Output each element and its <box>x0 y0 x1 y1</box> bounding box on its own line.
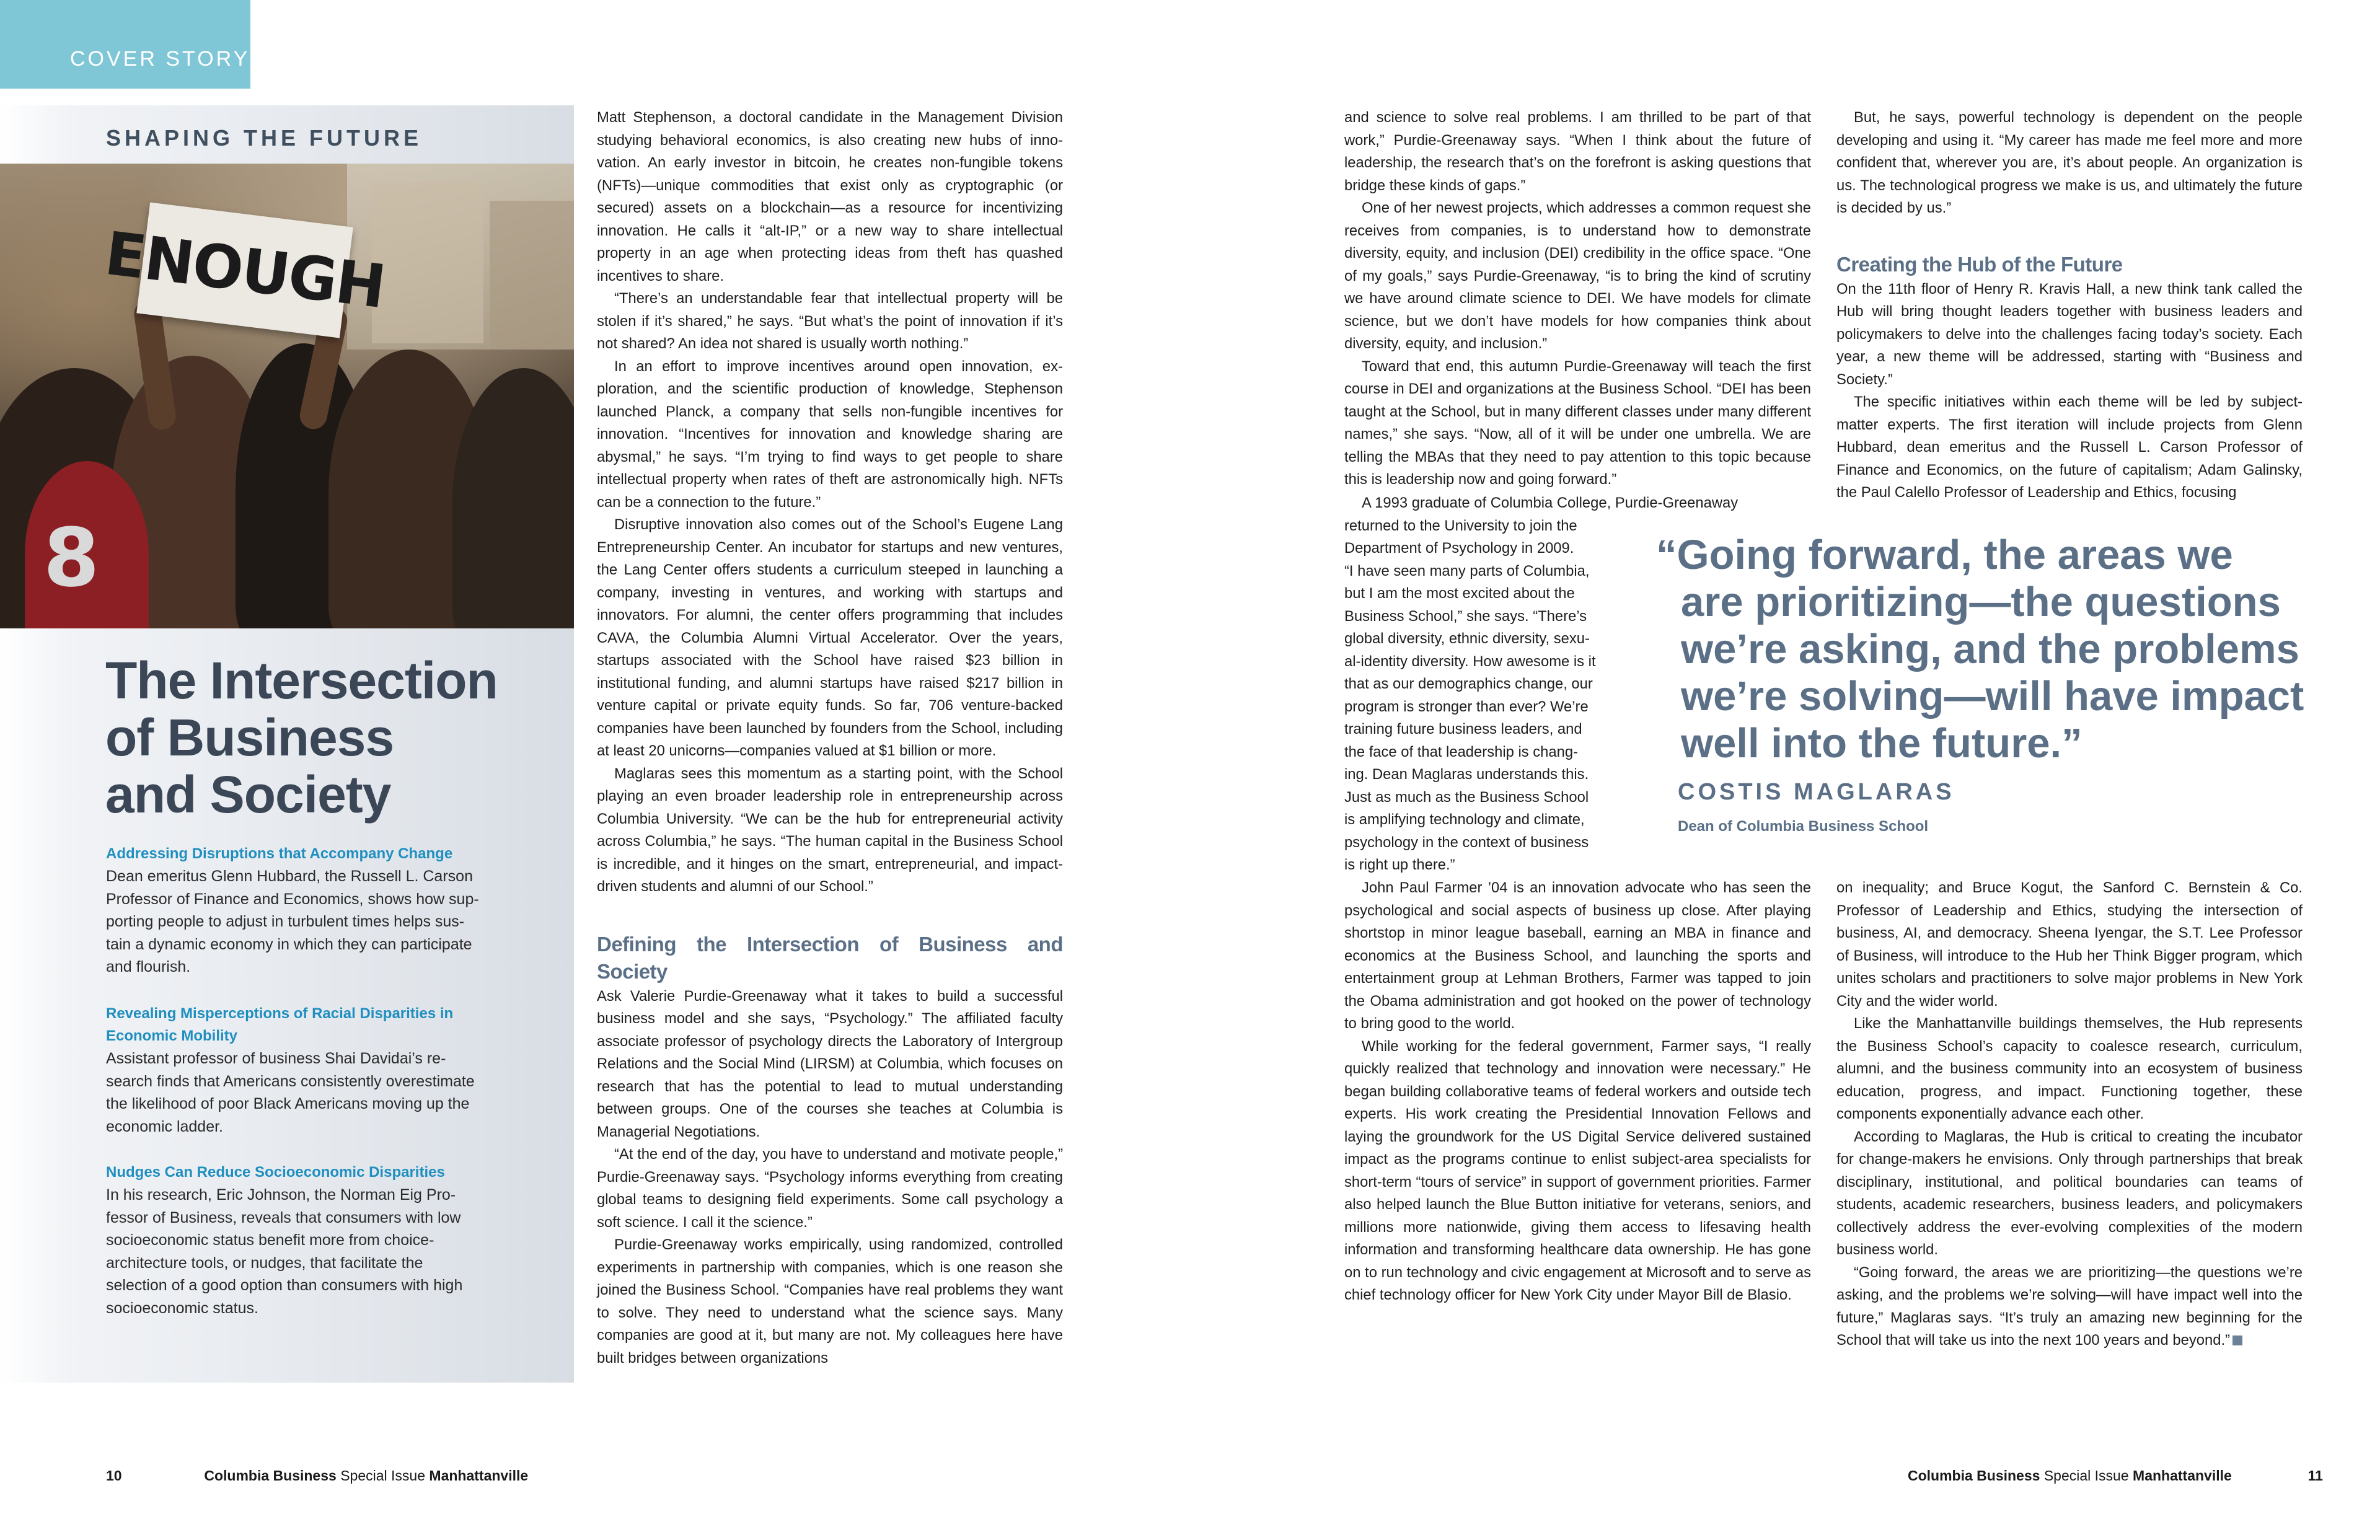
article-headline: The Intersection of Business and Society <box>105 651 498 824</box>
jersey-number: 8 <box>43 511 100 605</box>
subhead: Creating the Hub of the Future <box>1836 252 2123 276</box>
folio-right: Columbia Business Special Issue Manhattanville 11 <box>1908 1467 2323 1484</box>
body-column-3-top: and science to solve real problems. I am thrilled to be part of that work,” Purdie-Greenaway says. “When I think about the future of leadership, the research that’s on the forefront is asking questions that bridge these kinds of gaps.” One of her newest projects, which addresses a common request she receives from companies, is to understand how to demonstrate diversity, equity, and inclusion (DEI) credibility in the office space. “One of my goals,” says Purdie-Greenaway, “is to bring the kind of scrutiny we have around climate science to DEI. We have models for climate science, but we don’t have models for how companies think about diversity, equity, and inclusion.” Toward that end, this autumn Purdie-Greenaway will teach the first course in DEI and organizations at the Business School. “DEI has been taught at the School, but in many different classes under many different names,” she says. “Now, all of it will be under one umbrella. We are telling the MBAs that they need to pay attention to this topic because this is leadership now and going forward.” <box>1344 109 1811 488</box>
sidebar-heading: Revealing Misperceptions of Racial Disparities in Economic Mobility <box>106 1005 454 1044</box>
body-column-4-top: But, he says, powerful technology is dependent on the people developing and using it. “My career has made me feel more and more confident that, wherever you are, it’s about people. An organization is us. The technological progress we make is us, and ultimately the future is decided by us.” Creating the Hub of the Future On the 11th floor of Henry R. Kravis Hall, a new think tank called the Hub will bring thought leaders together with business leaders and policymakers to delve into the challenges facing today’s society. Each year, a new theme will be addressed, starting with “Business and Society.” The specific initiatives within each theme will be led by subject-matter experts. The first iteration will include projects from Glenn Hubbard, dean emeritus and the Russell L. Carson Professor of Finance and Economics, on the future of capitalism; Adam Galinsky, the Paul Calello Professor of Leadership and Ethics, focusing <box>1836 109 2303 501</box>
sidebar-item-misperceptions: Revealing Misperceptions of Racial Disparities in Economic Mobility Assistant professor of business Shai Davidai’s re- search finds that Americans consistently overestimate the likelihood of poor Black Americans moving up the economic ladder. <box>106 1003 478 1138</box>
folio-left: 10 Columbia Business Special Issue Manhattanville <box>106 1467 529 1484</box>
pull-quote-title: Dean of Columbia Business School <box>1678 818 1929 835</box>
protest-photo <box>0 164 574 628</box>
pull-quote: “Going forward, the areas we are prioritizing—the questions we’re asking, and the problems we’re solving—will have impact well into the future.” <box>1656 532 2304 767</box>
subhead: Defining the Intersection of Business and Society <box>597 932 1063 983</box>
sidebar-heading: Nudges Can Reduce Socioeconomic Disparities <box>106 1164 445 1181</box>
pull-quote-attribution: COSTIS MAGLARAS <box>1678 779 1955 805</box>
sidebar-heading: Addressing Disruptions that Accompany Change <box>106 845 453 862</box>
body-column-1: Matt Stephenson, a doctoral candidate in the Management Division studying behavioral economics, is also creating new hubs of innovation. An early investor in bitcoin, he creates non-fungible tokens (NFTs)—unique commodities that exist only as cryptographic (or secured) assets on a blockchain—as a resource for incentivizing innovation. He calls it “alt-IP,” or a new way to share intellectual property in an age when protecting ideas from theft has quashed incentives to share. “There’s an understandable fear that intellectual property will be stolen if it’s shared,” he says. “But what’s the point of innovation if it’s not shared? An idea not shared is usually worth nothing.” In an effort to improve incentives around open innovation, exploration, and the scientific production of knowledge, Stephenson launched Planck, a company that sells non-fungible incentives for innovation. “Incentives for innovation and knowledge sharing are abysmal,” he says. “I’m trying to find ways to get people to share intellectual property when rates of theft are astronomically high. NFTs can be a connection to the future.” Disruptive innovation also comes out of the School’s Eugene Lang Entrepreneurship Center. An incubator for startups and new ventures, the Lang Center offers students a curriculum steeped in launching a company, investing in ventures, and working with startups and innovators. For alumni, the center offers programming that includes CAVA, the Columbia Alumni Virtual Accelerator. Over the years, startups associated with the School have raised $23 billion in institutional funding, and alumni startups have raised $217 billion in venture capital or private equity funds. So far, 706 venture-backed companies have been launched by founders from the School, including at least 20 unicorns—companies valued at $1 billion or more. Maglaras sees this momentum as a starting point, with the School playing an even broader leadership role in entrepreneurship across Columbia University. “We can be the hub for entrepreneurial activity across Columbia,” he says. “The human capital in the Business School is incredible, and it hinges on the smart, entrepreneurial, and impact-driven students and alumni of our School.” Defining the Intersection of Business and Society Ask Valerie Purdie-Greenaway what it takes to build a successful business model and she says, “Psychology.” The affiliated faculty associate professor of psychology directs the Laboratory of Intergroup Relations and the Social Mind (LIRSM) at Columbia, which focuses on research that has the potential to lead to mutual understanding between groups. One of the courses she teaches at Columbia is Managerial Negotiations. “At the end of the day, you have to understand and motivate people,” Purdie-Greenaway says. “Psychology informs everything from creating global teams to designing field experiments. Some call psychology a soft science. I call it the science.” Purdie-Greenaway works empirically, using randomized, controlled experiments in partnership with companies, which is one reason she joined the Business School. “Companies have real problems they want to solve. They need to understand what the science says. Many companies are good at it, but many are not. My colleagues here have built bridges between organizations <box>597 109 1063 1366</box>
end-mark-icon <box>2232 1335 2242 1345</box>
body-column-4-bottom: on inequality; and Bruce Kogut, the Sanford C. Bernstein & Co. Professor of Leadership and Ethics, studying the intersection of business, AI, and democracy. Sheena Iyengar, the S.T. Lee Professor of Business, will introduce to the Hub her Think Bigger program, which unites scholars and practitioners to solve major problems in New York City and the wider world. Like the Manhattanville buildings themselves, the Hub represents the Business School’s capacity to coalesce research, curriculum, alumni, and the business community into an ecosystem of business education, progress, and impact. Functioning together, these components exponentially advance each other. According to Maglaras, the Hub is critical to creating the incubator for change-makers he envisions. Only through partnerships that break disciplinary, institutional, and political boundaries can teams of students, academic researchers, business leaders, and policymakers collectively address the ever-evolving complexities of the modern business world. “Going forward, the areas we are prioritizing—the questions we’re asking, and the problems we’re solving—will have impact well into the future,” Maglaras says. “It’s truly an amazing new beginning for the School that will take us into the next 100 years and beyond.” <box>1836 879 2303 1349</box>
sidebar-item-nudges: Nudges Can Reduce Socioeconomic Disparities In his research, Eric Johnson, the Norman Eig Pro- fessor of Business, reveals that consumers with low socioeconomic status benefit more from choice- architecture tools, or nudges, that facilitate the selection of a good option than consumers with high socioeconomic status. <box>106 1161 493 1319</box>
body-column-3-bottom: John Paul Farmer ’04 is an innovation advocate who has seen the psychological and social aspects of business up close. After playing shortstop in minor league baseball, earning an MBA in finance and economics at the Business School, and launching the sports and entertainment group at Lehman Brothers, Farmer was tapped to join the Obama administration and got hooked on the power of technology to bring good to the world. While working for the federal government, Farmer says, “I really quickly realized that technology and innovation were necessary.” He began building collaborative teams of federal workers and outside tech experts. His work creating the Presidential Innovation Fellows and laying the groundwork for the US Digital Service delivered sustained impact as the programs continue to enlist subject-area specialists for short-term “tours of service” in support of government priorities. Farmer also helped launch the Blue Button initiative for veterans, seniors, and millions more nationwide, giving them access to lifesaving health information and transforming healthcare data ownership. He has gone on to run technology and civic engagement at Microsoft and to serve as chief technology officer for New York City under Mayor Bill de Blasio. <box>1344 879 1811 1303</box>
protest-sign: ENOUGH <box>136 203 353 338</box>
section-tab: COVER STORY <box>0 0 250 89</box>
sidebar-item-disruptions: Addressing Disruptions that Accompany Change Dean emeritus Glenn Hubbard, the Russell L. Carson Professor of Finance and Economics, shows how sup- porting people to adjust in turbulent times helps sus- tain a dynamic economy in which they can participate and flourish. <box>106 843 493 979</box>
body-column-3-narrow: A 1993 graduate of Columbia College, Purdie-Greenaway returned to the University to join the Department of Psychology in 2009. “I have seen many parts of Columbia, but I am the most excited about the Business School,” she says. “There’s global diversity, ethnic diversity, sexu- al-identity diversity. How awesome is it that as our demographics change, our program is stronger than ever? We’re training future business leaders, and the face of that leadership is chang- ing. Dean Maglaras understands this. Just as much as the Business School is amplifying technology and climate, psychology in the context of business is right up there.” <box>1344 495 1739 873</box>
kicker: SHAPING THE FUTURE <box>106 125 423 151</box>
